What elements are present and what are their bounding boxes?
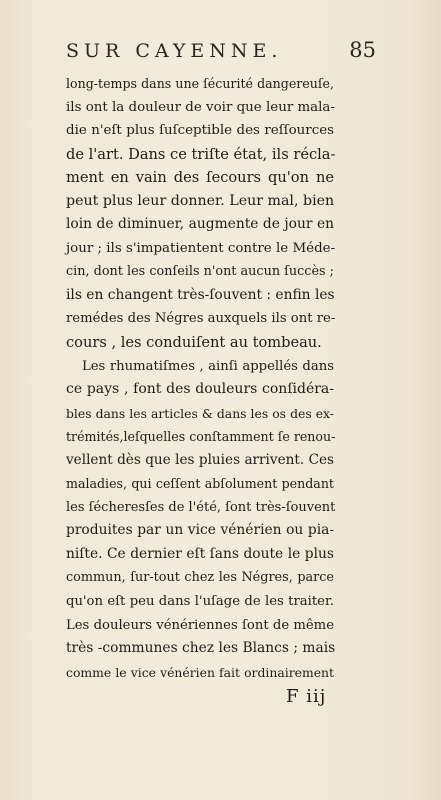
text-line: maladies, qui ceſſent abſolument pendant [66,476,334,492]
text-line: loin de diminuer, augmente de jour en [66,216,334,233]
text-line: Les douleurs vénériennes ſont de même [66,617,334,633]
text-line: remédes des Négres auxquels ils ont re- [66,311,336,327]
text-line: qu'on eſt peu dans l'uſage de les traiter. [66,594,334,610]
text-line: vellent dès que les pluies arrivent. Ces [66,451,334,468]
text-line: ils ont la douleur de voir que leur mala- [66,99,335,115]
text-line: Les rhumatiſmes , ainſi appellés dans [82,358,334,374]
text-line: de l'art. Dans ce triſte état, ils récla- [66,145,336,163]
text-line: peut plus leur donner. Leur mal, bien [66,192,335,209]
text-line: les ſécheresſes de l'été, ſont très-ſouvent [66,499,336,515]
text-line: trémités,leſquelles conſtamment ſe renou- [66,429,336,445]
text-line: cours , les conduiſent au tombeau. [66,334,322,352]
text-line: die n'eſt plus ſuſceptible des reſſources [66,123,334,139]
running-title: SUR CAYENNE. [66,40,283,62]
text-line: ment en vain des ſecours qu'on ne [66,169,334,187]
text-line: jour ; ils s'impatientent contre le Méde- [66,240,336,256]
text-line: produites par un vice vénérien ou pia- [66,522,334,539]
text-line: bles dans les articles & dans les os des ex- [66,405,334,421]
text-line: long-temps dans une ſécurité dangereuſe, [66,76,334,91]
body-text [66,72,334,684]
text-line: ils en changent très-ſouvent : enfin les [66,286,335,303]
text-line: niſte. Ce dernier eſt ſans doute le plus [66,545,334,562]
text-line: très -communes chez les Blancs ; mais [66,640,336,657]
text-line: commun, ſur-tout chez les Négres, parce [66,570,334,586]
page-header [66,38,376,66]
text-line: cin, dont les conſeils n'ont aucun ſuccès ; [66,264,334,280]
text-line: ce pays , font des douleurs conſidéra- [66,381,334,398]
text-line: comme le vice vénérien fait ordinairement [66,664,334,680]
signature-mark: F iij [286,686,327,707]
page-number: 85 [349,38,376,62]
